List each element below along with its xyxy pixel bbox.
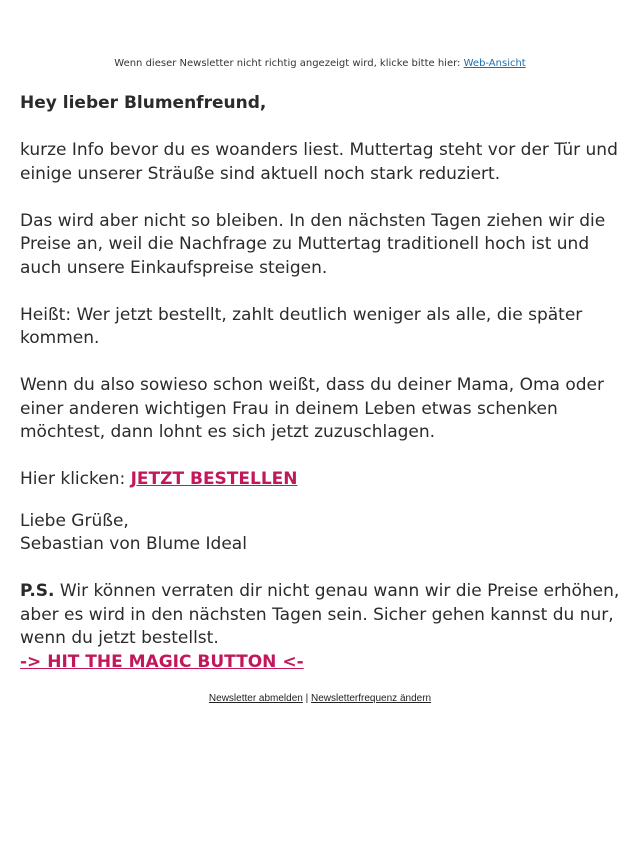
greeting: Hey lieber Blumenfreund, [20,93,267,113]
email-body [20,92,625,674]
magic-button-link[interactable]: -> HIT THE MAGIC BUTTON <- [20,651,304,672]
web-view-link[interactable]: Web-Ansicht [463,58,526,69]
paragraph-order-now: Heißt: Wer jetzt bestellt, zahlt deutlich weniger als alle, die später kommen. [20,304,583,348]
cta-line [20,468,625,492]
preheader [0,57,640,71]
postscript [20,580,625,674]
cta-prefix: Hier klicken: [20,469,126,489]
frequency-link[interactable]: Newsletterfrequenz ändern [311,693,432,704]
signoff [20,510,625,557]
paragraph-price-increase: Das wird aber nicht so bleiben. In den nächsten Tagen ziehen wir die Preise an, weil die Nachfrage zu Muttertag traditionell hoch ist und auch unsere Einkaufspreise steigen. [20,210,606,278]
ps-label: P.S. [20,581,55,601]
paragraph-gift: Wenn du also sowieso schon weißt, dass du deiner Mama, Oma oder einer anderen wichtigen Frau in deinem Leben etwas schenken möchtest, dann lohnt es sich jetzt zuzuschlagen. [20,375,604,442]
paragraph-intro: kurze Info bevor du es woanders liest. Muttertag steht vor der Tür und einige unserer Sträuße sind aktuell noch stark reduziert. [20,140,618,184]
preheader-text: Wenn dieser Newsletter nicht richtig angezeigt wird, klicke bitte hier: [114,58,461,69]
footer [0,692,640,706]
signoff-greeting: Liebe Grüße, [20,510,129,531]
signoff-sender: Sebastian von Blume Ideal [20,534,247,554]
ps-text: Wir können verraten dir nicht genau wann wir die Preise erhöhen, aber es wird in den nächsten Tagen sein. Sicher gehen kannst du nur, wenn du jetzt bestellst. [20,581,620,648]
unsubscribe-link[interactable]: Newsletter abmelden [208,693,303,704]
order-now-link[interactable]: JETZT BESTELLEN [130,469,298,489]
footer-separator: | [305,693,309,704]
